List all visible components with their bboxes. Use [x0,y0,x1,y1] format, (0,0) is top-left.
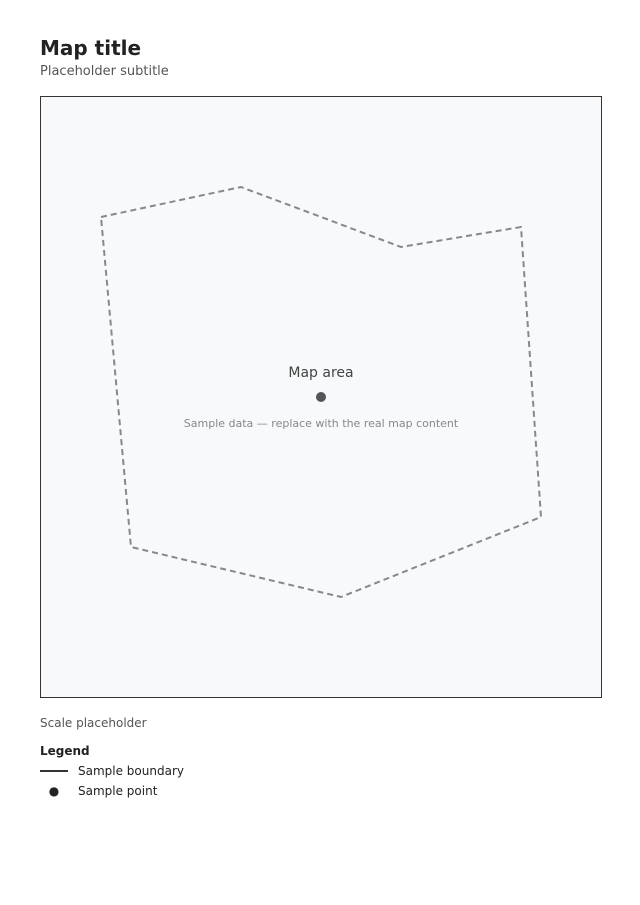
map-title: Map title [40,36,142,60]
map-scale: Scale placeholder [40,716,147,730]
sample-point-marker [316,392,326,402]
map-subtitle: Placeholder subtitle [40,64,169,79]
map-header [40,36,600,79]
map-footer [40,716,600,730]
map-area-label: Map area [288,365,354,381]
map-canvas [41,97,601,697]
map-frame [40,96,602,698]
legend-item [40,784,600,798]
legend-line-swatch [40,770,68,772]
map-placeholder-note: Sample data — replace with the real map content [183,417,459,430]
legend-item [40,764,600,778]
legend-item-label: Sample point [78,784,158,798]
legend-heading: Legend [40,744,90,758]
legend-point-swatch: ● [48,784,60,798]
map-legend [40,744,600,804]
legend-item-label: Sample boundary [78,764,184,778]
